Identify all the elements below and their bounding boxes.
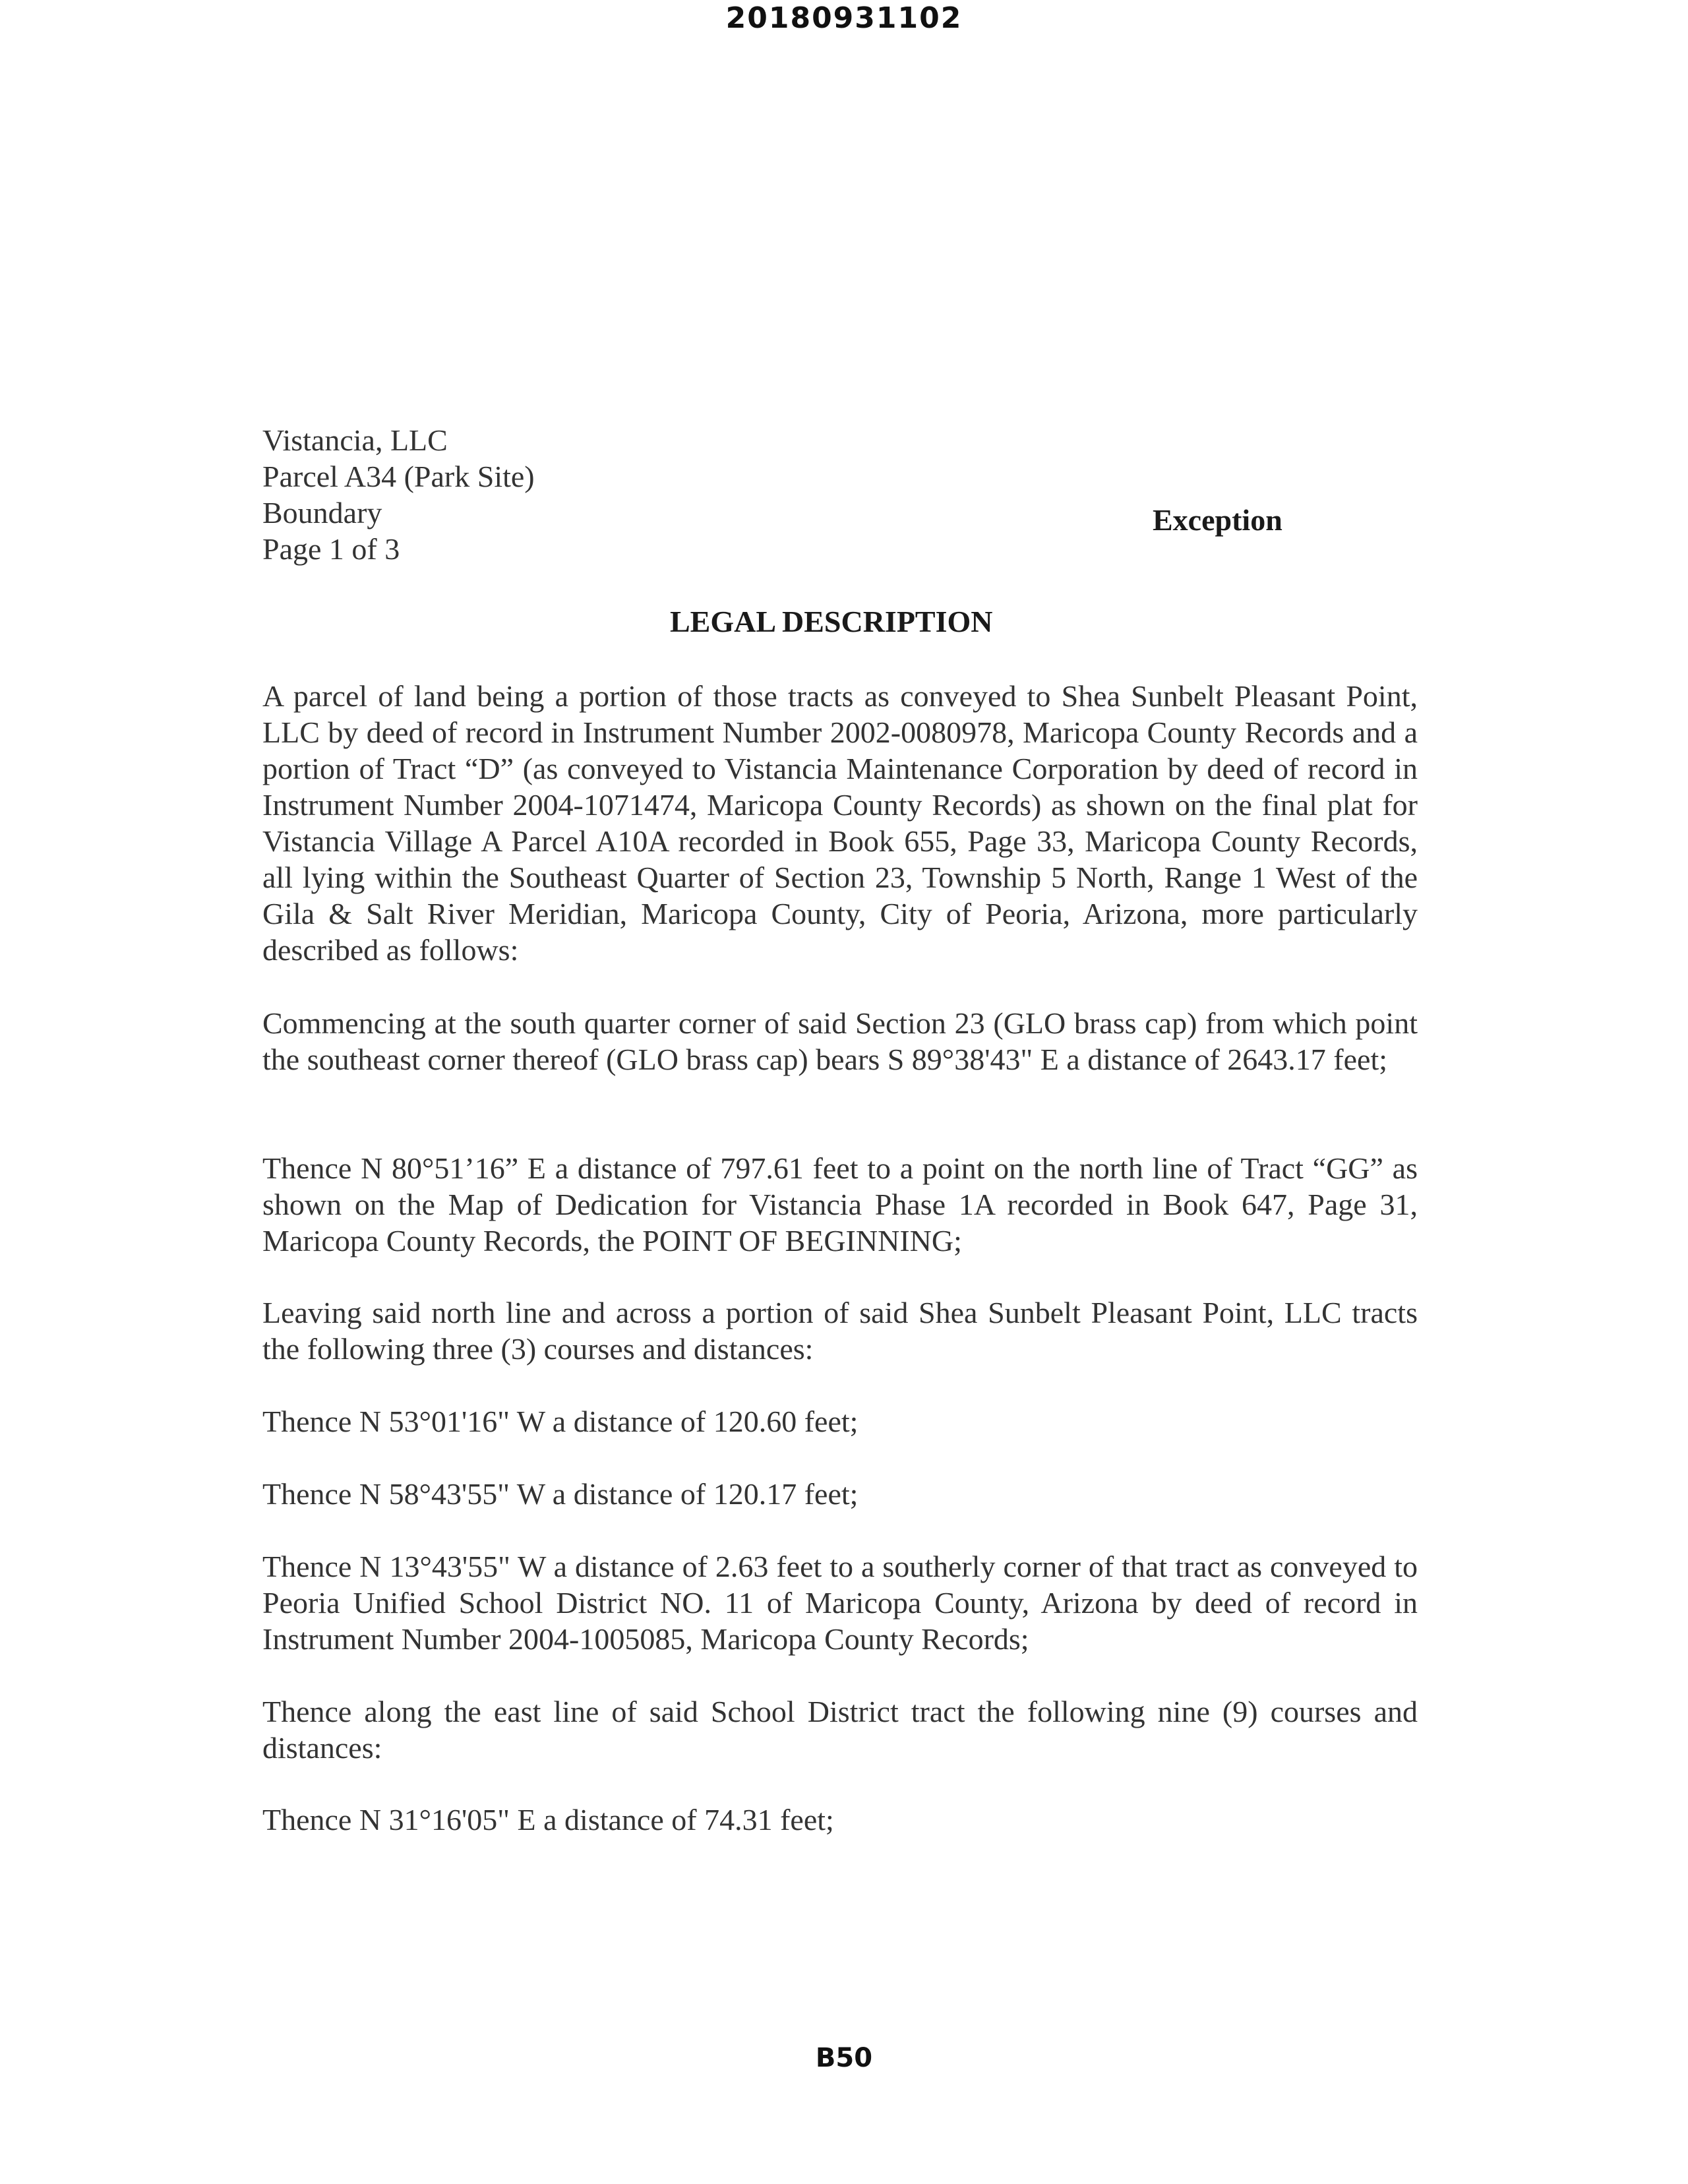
header-parcel: Parcel A34 (Park Site) <box>262 460 535 493</box>
paragraph-course-4: Thence N 31°16'05" E a distance of 74.31 feet; <box>262 1803 834 1836</box>
paragraph-course-3: Thence N 13°43'55" W a distance of 2.63 feet to a southerly corner of that tract as conveyed to Peoria Unified School District NO. 11 of Maricopa County, Arizona by deed of record in Instrument Number 2004-1005085, Maricopa County Records; <box>262 1550 1418 1656</box>
paragraph-parcel-description: A parcel of land being a portion of those tracts as conveyed to Shea Sunbelt Pleasant Point, LLC by deed of record in Instrument Number 2002-0080978, Maricopa County Records and a portion of Tract “D” (as conveyed to Vistancia Maintenance Corporation by deed of record in Instrument Number 2004-1071474, Maricopa County Records) as shown on the final plat for Vistancia Village A Parcel A10A recorded in Book 655, Page 33, Maricopa County Records, all lying within the Southeast Quarter of Section 23, Township 5 North, Range 1 West of the Gila & Salt River Meridian, Maricopa County, City of Peoria, Arizona, more particularly described as follows: <box>262 679 1418 967</box>
document-number: 20180931102 <box>725 1 963 35</box>
header-company: Vistancia, LLC <box>262 423 448 457</box>
paragraph-point-of-beginning: Thence N 80°51’16” E a distance of 797.61 feet to a point on the north line of Tract “GG” as shown on the Map of Dedication for Vistancia Phase 1A recorded in Book 647, Page 31, Maricopa County Records, the POINT OF BEGINNING; <box>262 1151 1418 1258</box>
exception-label: Exception <box>1153 503 1282 537</box>
paragraph-course-2: Thence N 58°43'55" W a distance of 120.17 feet; <box>262 1477 859 1511</box>
header-page: Page 1 of 3 <box>262 532 400 566</box>
footer-page-code: B50 <box>815 2043 873 2073</box>
paragraph-commencing: Commencing at the south quarter corner of said Section 23 (GLO brass cap) from which point the southeast corner thereof (GLO brass cap) bears S 89°38'43" E a distance of 2643.17 feet; <box>262 1006 1418 1076</box>
header-block <box>262 422 535 567</box>
paragraph-school-district-east-line: Thence along the east line of said School District tract the following nine (9) courses and distances: <box>262 1695 1418 1765</box>
section-title: LEGAL DESCRIPTION <box>670 605 993 638</box>
paragraph-course-1: Thence N 53°01'16" W a distance of 120.60 feet; <box>262 1405 859 1438</box>
header-type: Boundary <box>262 496 382 530</box>
paragraph-leaving-north-line: Leaving said north line and across a portion of said Shea Sunbelt Pleasant Point, LLC tracts the following three (3) courses and distances: <box>262 1296 1418 1366</box>
